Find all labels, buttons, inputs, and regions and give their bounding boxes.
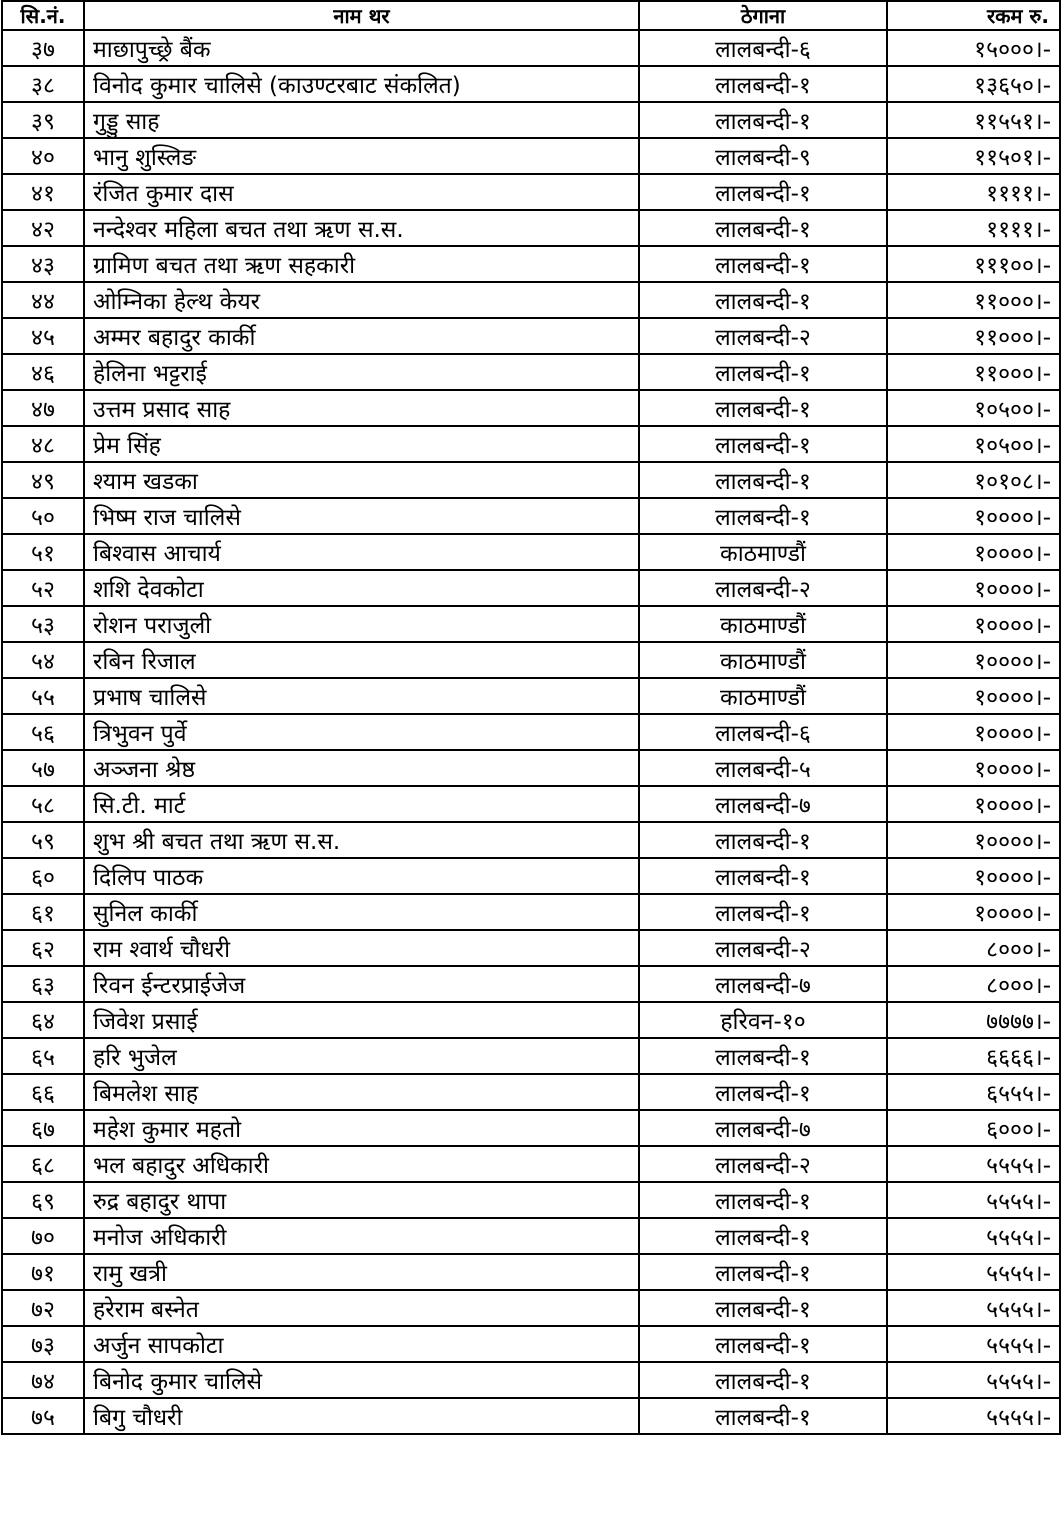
table-row [2,534,1060,570]
amount-cell: ६०००।- [887,1110,1060,1146]
table-row [2,390,1060,426]
donor-name-cell: श्याम खडका [84,462,639,498]
amount-cell: १०५००।- [887,390,1060,426]
address-cell: लालबन्दी-१ [639,462,887,498]
header-name: नाम थर [84,1,639,30]
amount-cell: १००००।- [887,714,1060,750]
address-cell: लालबन्दी-१ [639,1218,887,1254]
table-row [2,318,1060,354]
table-row [2,714,1060,750]
address-cell: लालबन्दी-१ [639,174,887,210]
address-cell: काठमाण्डौं [639,606,887,642]
address-cell: लालबन्दी-१ [639,246,887,282]
header-row [2,1,1060,30]
table-row [2,930,1060,966]
donor-name-cell: बिमलेश साह [84,1074,639,1110]
donor-name-cell: नन्देश्वर महिला बचत तथा ऋण स.स. [84,210,639,246]
address-cell: काठमाण्डौं [639,534,887,570]
table-row [2,786,1060,822]
table-row [2,822,1060,858]
address-cell: लालबन्दी-१ [639,498,887,534]
serial-number-cell: ६० [2,858,84,894]
table-row [2,354,1060,390]
table-row [2,1038,1060,1074]
table-row [2,246,1060,282]
table-row [2,570,1060,606]
serial-number-cell: ५२ [2,570,84,606]
address-cell: लालबन्दी-७ [639,786,887,822]
donor-name-cell: प्रेम सिंह [84,426,639,462]
donor-name-cell: अञ्जना श्रेष्ठ [84,750,639,786]
donor-table [1,0,1061,1435]
serial-number-cell: ६७ [2,1110,84,1146]
serial-number-cell: ६९ [2,1182,84,1218]
serial-number-cell: ७२ [2,1290,84,1326]
serial-number-cell: ७३ [2,1326,84,1362]
table-row [2,1074,1060,1110]
table-row [2,174,1060,210]
serial-number-cell: ४७ [2,390,84,426]
amount-cell: ५५५५।- [887,1146,1060,1182]
donor-name-cell: भिष्म राज चालिसे [84,498,639,534]
donor-name-cell: उत्तम प्रसाद साह [84,390,639,426]
amount-cell: १००००।- [887,822,1060,858]
serial-number-cell: ५० [2,498,84,534]
amount-cell: १०१०८।- [887,462,1060,498]
table-row [2,138,1060,174]
serial-number-cell: ४१ [2,174,84,210]
table-body [2,30,1060,1434]
amount-cell: १०५००।- [887,426,1060,462]
address-cell: लालबन्दी-२ [639,930,887,966]
address-cell: लालबन्दी-१ [639,426,887,462]
serial-number-cell: ७५ [2,1398,84,1434]
table-row [2,66,1060,102]
amount-cell: ५५५५।- [887,1326,1060,1362]
table-row [2,30,1060,66]
serial-number-cell: ४० [2,138,84,174]
serial-number-cell: ६६ [2,1074,84,1110]
table-row [2,1398,1060,1434]
address-cell: लालबन्दी-१ [639,390,887,426]
donor-name-cell: त्रिभुवन पुर्वे [84,714,639,750]
donor-name-cell: शुभ श्री बचत तथा ऋण स.स. [84,822,639,858]
amount-cell: १००००।- [887,642,1060,678]
address-cell: लालबन्दी-९ [639,138,887,174]
table-header [2,1,1060,30]
amount-cell: ८०००।- [887,930,1060,966]
amount-cell: १००००।- [887,678,1060,714]
amount-cell: १३६५०।- [887,66,1060,102]
donor-name-cell: रिवन ईन्टरप्राईजेज [84,966,639,1002]
address-cell: लालबन्दी-१ [639,66,887,102]
amount-cell: १००००।- [887,786,1060,822]
donor-name-cell: शशि देवकोटा [84,570,639,606]
address-cell: लालबन्दी-१ [639,858,887,894]
donor-name-cell: सि.टी. मार्ट [84,786,639,822]
table-row [2,894,1060,930]
table-row [2,1182,1060,1218]
address-cell: लालबन्दी-१ [639,210,887,246]
serial-number-cell: ४४ [2,282,84,318]
donor-name-cell: दिलिप पाठक [84,858,639,894]
donor-name-cell: अम्मर बहादुर कार्की [84,318,639,354]
serial-number-cell: ६४ [2,1002,84,1038]
donor-name-cell: गुड्डु साह [84,102,639,138]
serial-number-cell: ५६ [2,714,84,750]
amount-cell: ६५५५।- [887,1074,1060,1110]
address-cell: लालबन्दी-१ [639,282,887,318]
donor-name-cell: बिनोद कुमार चालिसे [84,1362,639,1398]
serial-number-cell: ३७ [2,30,84,66]
amount-cell: १००००।- [887,894,1060,930]
amount-cell: ५५५५।- [887,1218,1060,1254]
address-cell: लालबन्दी-६ [639,714,887,750]
serial-number-cell: ५९ [2,822,84,858]
table-row [2,606,1060,642]
amount-cell: ११११।- [887,174,1060,210]
donor-name-cell: ओम्निका हेल्थ केयर [84,282,639,318]
serial-number-cell: ४३ [2,246,84,282]
serial-number-cell: ४२ [2,210,84,246]
table-row [2,426,1060,462]
donor-name-cell: विनोद कुमार चालिसे (काउण्टरबाट संकलित) [84,66,639,102]
address-cell: लालबन्दी-२ [639,1146,887,1182]
donor-name-cell: सुनिल कार्की [84,894,639,930]
donor-name-cell: भानु शुस्लिङ [84,138,639,174]
address-cell: लालबन्दी-१ [639,894,887,930]
table-row [2,498,1060,534]
amount-cell: ५५५५।- [887,1398,1060,1434]
serial-number-cell: ५३ [2,606,84,642]
amount-cell: ११०००।- [887,318,1060,354]
address-cell: काठमाण्डौं [639,642,887,678]
address-cell: लालबन्दी-१ [639,1398,887,1434]
serial-number-cell: ४८ [2,426,84,462]
address-cell: लालबन्दी-१ [639,354,887,390]
amount-cell: १११००।- [887,246,1060,282]
amount-cell: १५०००।- [887,30,1060,66]
donor-name-cell: रुद्र बहादुर थापा [84,1182,639,1218]
amount-cell: ५५५५।- [887,1182,1060,1218]
table-row [2,858,1060,894]
address-cell: लालबन्दी-७ [639,966,887,1002]
serial-number-cell: ७० [2,1218,84,1254]
table-row [2,462,1060,498]
address-cell: हरिवन-१० [639,1002,887,1038]
serial-number-cell: ७१ [2,1254,84,1290]
donor-name-cell: ग्रामिण बचत तथा ऋण सहकारी [84,246,639,282]
donor-name-cell: राम श्वार्थ चौधरी [84,930,639,966]
table-row [2,1218,1060,1254]
address-cell: लालबन्दी-१ [639,1182,887,1218]
donor-name-cell: अर्जुन सापकोटा [84,1326,639,1362]
donor-name-cell: रामु खत्री [84,1254,639,1290]
amount-cell: १००००।- [887,606,1060,642]
donor-name-cell: भल बहादुर अधिकारी [84,1146,639,1182]
serial-number-cell: ५८ [2,786,84,822]
address-cell: लालबन्दी-६ [639,30,887,66]
address-cell: लालबन्दी-१ [639,102,887,138]
address-cell: लालबन्दी-१ [639,1038,887,1074]
donor-name-cell: रबिन रिजाल [84,642,639,678]
amount-cell: ११११।- [887,210,1060,246]
donor-name-cell: हरेराम बस्नेत [84,1290,639,1326]
amount-cell: ११५०१।- [887,138,1060,174]
address-cell: लालबन्दी-२ [639,570,887,606]
table-row [2,102,1060,138]
table-row [2,1254,1060,1290]
address-cell: लालबन्दी-१ [639,1254,887,1290]
table-row [2,642,1060,678]
donor-name-cell: रोशन पराजुली [84,606,639,642]
amount-cell: १००००।- [887,750,1060,786]
address-cell: लालबन्दी-१ [639,1074,887,1110]
serial-number-cell: ५४ [2,642,84,678]
header-amount: रकम रु. [887,1,1060,30]
address-cell: लालबन्दी-७ [639,1110,887,1146]
serial-number-cell: ५१ [2,534,84,570]
amount-cell: ५५५५।- [887,1290,1060,1326]
amount-cell: ११५५१।- [887,102,1060,138]
address-cell: लालबन्दी-५ [639,750,887,786]
amount-cell: ६६६६।- [887,1038,1060,1074]
amount-cell: ११०००।- [887,282,1060,318]
serial-number-cell: ६५ [2,1038,84,1074]
serial-number-cell: ६८ [2,1146,84,1182]
serial-number-cell: ३८ [2,66,84,102]
serial-number-cell: ६१ [2,894,84,930]
donor-name-cell: प्रभाष चालिसे [84,678,639,714]
donor-name-cell: हेलिना भट्टराई [84,354,639,390]
table-row [2,1362,1060,1398]
amount-cell: ११०००।- [887,354,1060,390]
donor-name-cell: रंजित कुमार दास [84,174,639,210]
amount-cell: ७७७७।- [887,1002,1060,1038]
donor-name-cell: मनोज अधिकारी [84,1218,639,1254]
serial-number-cell: ५७ [2,750,84,786]
address-cell: लालबन्दी-१ [639,822,887,858]
table-row [2,750,1060,786]
header-serial-number: सि.नं. [2,1,84,30]
header-address: ठेगाना [639,1,887,30]
serial-number-cell: ७४ [2,1362,84,1398]
donor-name-cell: माछापुच्छ्रे बैंक [84,30,639,66]
serial-number-cell: ४६ [2,354,84,390]
serial-number-cell: ५५ [2,678,84,714]
donor-name-cell: जिवेश प्रसाई [84,1002,639,1038]
donor-name-cell: हरि भुजेल [84,1038,639,1074]
amount-cell: ८०००।- [887,966,1060,1002]
table-row [2,1110,1060,1146]
amount-cell: १००००।- [887,498,1060,534]
address-cell: लालबन्दी-१ [639,1362,887,1398]
table-row [2,210,1060,246]
address-cell: लालबन्दी-१ [639,1290,887,1326]
amount-cell: ५५५५।- [887,1362,1060,1398]
donor-name-cell: बिश्वास आचार्य [84,534,639,570]
table-row [2,1326,1060,1362]
serial-number-cell: ४९ [2,462,84,498]
table-row [2,1146,1060,1182]
amount-cell: ५५५५।- [887,1254,1060,1290]
table-row [2,1002,1060,1038]
address-cell: काठमाण्डौं [639,678,887,714]
table-row [2,282,1060,318]
serial-number-cell: ६२ [2,930,84,966]
address-cell: लालबन्दी-१ [639,1326,887,1362]
table-row [2,1290,1060,1326]
serial-number-cell: ४५ [2,318,84,354]
address-cell: लालबन्दी-२ [639,318,887,354]
table-row [2,966,1060,1002]
serial-number-cell: ३९ [2,102,84,138]
amount-cell: १००००।- [887,534,1060,570]
amount-cell: १००००।- [887,858,1060,894]
amount-cell: १००००।- [887,570,1060,606]
table-row [2,678,1060,714]
serial-number-cell: ६३ [2,966,84,1002]
donor-name-cell: बिगु चौधरी [84,1398,639,1434]
donor-name-cell: महेश कुमार महतो [84,1110,639,1146]
